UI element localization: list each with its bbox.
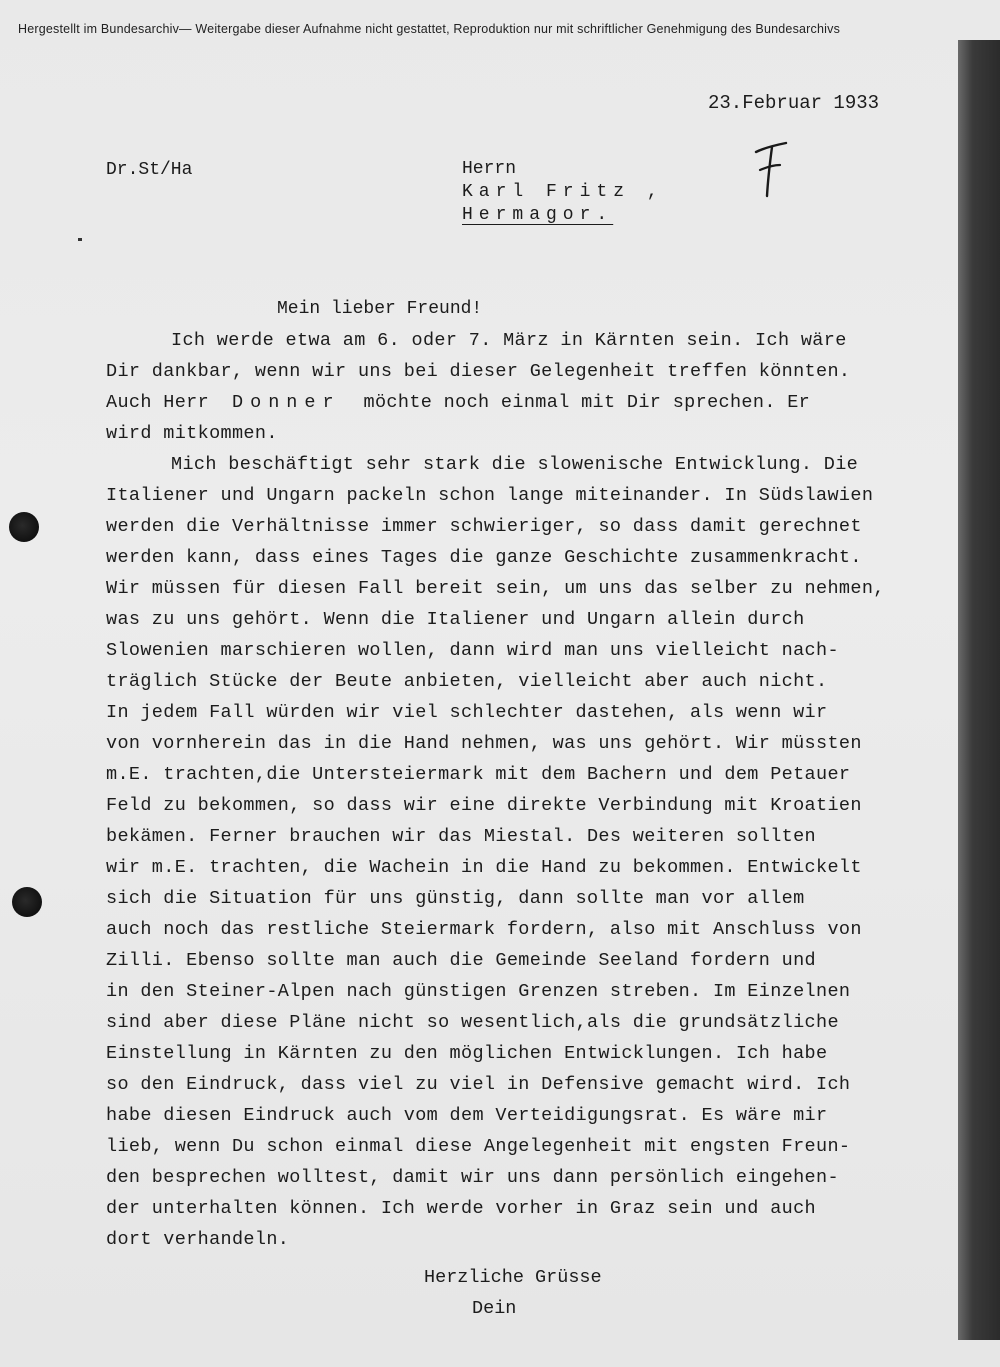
body-line: träglich Stücke der Beute anbieten, vielleicht aber auch nicht.: [106, 671, 828, 692]
body-line: der unterhalten können. Ich werde vorher in Graz sein und auch: [106, 1198, 817, 1219]
body-line: von vornherein das in die Hand nehmen, was uns gehört. Wir müssten: [106, 733, 862, 754]
body-line: habe diesen Eindruck auch vom dem Verteidigungsrat. Es wäre mir: [106, 1105, 828, 1126]
body-line: werden kann, dass eines Tages die ganze Geschichte zusammenkracht.: [106, 547, 862, 568]
body-line: Italiener und Ungarn packeln schon lange miteinander. In Südslawien: [106, 485, 874, 506]
body-line: m.E. trachten,die Untersteiermark mit dem Bachern und dem Petauer: [106, 764, 851, 785]
body-line: Feld zu bekommen, so dass wir eine direkte Verbindung mit Kroatien: [106, 795, 862, 816]
body-line: Dir dankbar, wenn wir uns bei dieser Gelegenheit treffen könnten.: [106, 361, 851, 382]
closing-dein: Dein: [472, 1298, 517, 1319]
body-line-part: Auch Herr: [106, 392, 210, 413]
body-line: wird mitkommen.: [106, 423, 278, 444]
greeting: Mein lieber Freund!: [277, 299, 483, 319]
punch-hole-top: [9, 512, 39, 542]
body-line: [106, 387, 956, 418]
body-line: bekämen. Ferner brauchen wir das Miestal. Des weiteren sollten: [106, 826, 817, 847]
reference-code: Dr.St/Ha: [106, 160, 193, 180]
letter-body: [106, 325, 956, 1255]
body-line: sich die Situation für uns günstig, dann sollte man vor allem: [106, 888, 805, 909]
scan-edge-shadow: [958, 40, 1000, 1340]
recipient-city: Hermagor.: [462, 205, 614, 225]
body-line: In jedem Fall würden wir viel schlechter dastehen, als wenn wir: [106, 702, 828, 723]
recipient-name: Karl Fritz ,: [462, 182, 664, 202]
letter-date: 23.Februar 1933: [708, 92, 880, 114]
handwritten-f-mark: [752, 138, 790, 200]
body-line: lieb, wenn Du schon einmal diese Angelegenheit mit engsten Freun-: [106, 1136, 851, 1157]
letter-closing: [424, 1262, 602, 1324]
archive-notice: Hergestellt im Bundesarchiv— Weitergabe dieser Aufnahme nicht gestattet, Reproduktion nur mit schriftlicher Genehmigung des Bundesarchivs: [18, 22, 841, 36]
body-line: so den Eindruck, dass viel zu viel in Defensive gemacht wird. Ich: [106, 1074, 851, 1095]
body-line: Zilli. Ebenso sollte man auch die Gemeinde Seeland fordern und: [106, 950, 817, 971]
body-line: Mich beschäftigt sehr stark die slowenische Entwicklung. Die: [171, 454, 859, 475]
body-line: sind aber diese Pläne nicht so wesentlich,als die grundsätzliche: [106, 1012, 839, 1033]
body-line: wir m.E. trachten, die Wachein in die Hand zu bekommen. Entwickelt: [106, 857, 862, 878]
punch-hole-bottom: [12, 887, 42, 917]
recipient-address: [462, 158, 664, 227]
body-line: dort verhandeln.: [106, 1229, 290, 1250]
spaced-name-donner: Donner: [231, 392, 341, 413]
body-line: Ich werde etwa am 6. oder 7. März in Kärnten sein. Ich wäre: [171, 330, 847, 351]
body-line: was zu uns gehört. Wenn die Italiener und Ungarn allein durch: [106, 609, 805, 630]
body-line: in den Steiner-Alpen nach günstigen Grenzen streben. Im Einzelnen: [106, 981, 851, 1002]
body-line: werden die Verhältnisse immer schwieriger, so dass damit gerechnet: [106, 516, 862, 537]
body-line: Wir müssen für diesen Fall bereit sein, um uns das selber zu nehmen,: [106, 578, 885, 599]
recipient-salutation: Herrn: [462, 159, 517, 179]
closing-greeting: Herzliche Grüsse: [424, 1267, 602, 1288]
body-line-part: möchte noch einmal mit Dir sprechen. Er: [363, 392, 811, 413]
body-line: Slowenien marschieren wollen, dann wird man uns vielleicht nach-: [106, 640, 839, 661]
speck: [78, 238, 82, 241]
body-line: auch noch das restliche Steiermark fordern, also mit Anschluss von: [106, 919, 862, 940]
body-line: Einstellung in Kärnten zu den möglichen Entwicklungen. Ich habe: [106, 1043, 828, 1064]
body-line: den besprechen wolltest, damit wir uns dann persönlich eingehen-: [106, 1167, 839, 1188]
